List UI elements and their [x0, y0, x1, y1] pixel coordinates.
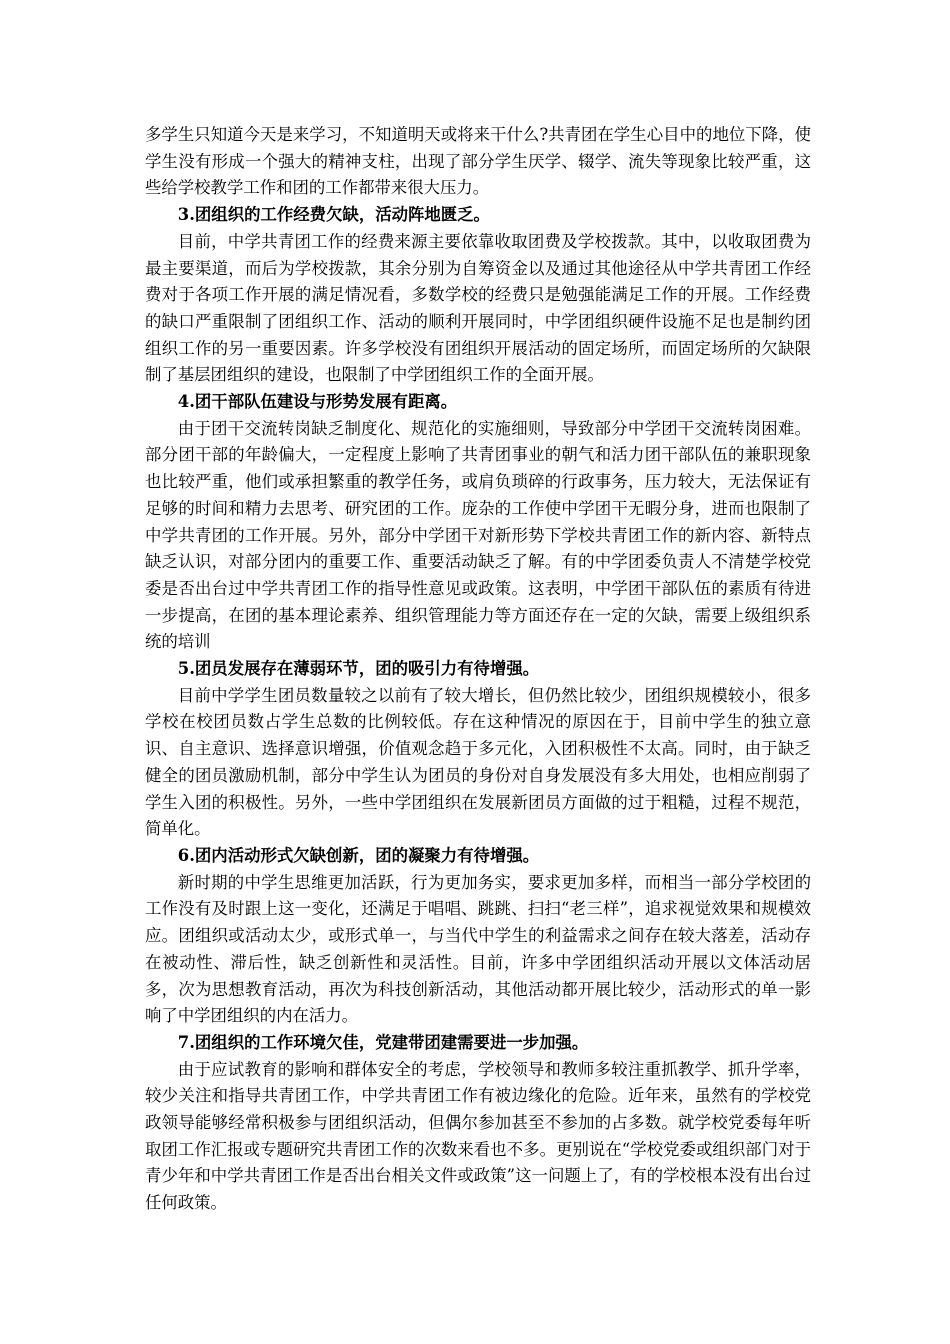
- document-page: [145, 122, 811, 1217]
- paragraph-membership: 目前中学学生团员数量较之以前有了较大增长，但仍然比较少，团组织规模较小，很多学校在校团员数占学生总数的比例较低。存在这种情况的原因在于，目前中学生的独立意识、自主意识、选择意识增强，价值观念趋于多元化，入团积极性不太高。同时，由于缺乏健全的团员激励机制，部分中学生认为团员的身份对自身发展没有多大用处，也相应削弱了学生入团的积极性。另外，一些中学团组织在发展新团员方面做的过于粗糙，过程不规范，简单化。: [145, 685, 811, 839]
- paragraph-cadre: 由于团干交流转岗缺乏制度化、规范化的实施细则，导致部分中学团干交流转岗困难。部分团干部的年龄偏大，一定程度上影响了共青团事业的朝气和活力团干部队伍的兼职现象也比较严重，他们或承担繁重的教学任务，或肩负琐碎的行政事务，压力较大，无法保证有足够的时间和精力去思考、研究团的工作。庞杂的工作使中学团干无暇分身，进而也限制了中学共青团的工作开展。另外，部分中学团干对新形势下学校共青团工作的新内容、新特点缺乏认识，对部分团内的重要工作、重要活动缺乏了解。有的中学团委负责人不清楚学校党委是否出台过中学共青团工作的指导性意见或政策。这表明，中学团干部队伍的素质有待进一步提高，在团的基本理论素养、组织管理能力等方面还存在一定的欠缺，需要上级组织系统的培训: [145, 418, 811, 652]
- paragraph-environment: 由于应试教育的影响和群体安全的考虑，学校领导和教师多较注重抓教学、抓升学率，较少关注和指导共青团工作，中学共青团工作有被边缘化的危险。近年来，虽然有的学校党政领导能够经常积极参与团组织活动，但偶尔参加甚至不参加的占多数。就学校党委每年听取团工作汇报或专题研究共青团工作的次数来看也不多。更别说在“学校党委或组织部门对于青少年和中学共青团工作是否出台相关文件或政策”这一问题上了，有的学校根本没有出台过任何政策。: [145, 1059, 811, 1213]
- paragraph-continuation: 多学生只知道今天是来学习，不知道明天或将来干什么?共青团在学生心目中的地位下降，使学生没有形成一个强大的精神支柱，出现了部分学生厌学、辍学、流失等现象比较严重，这些给学校教学工作和团的工作都带来很大压力。: [145, 125, 811, 198]
- section-heading-7: 7.团组织的工作环境欠佳，党建带团建需要进一步加强。: [177, 1032, 589, 1052]
- section-heading-5: 5.团员发展存在薄弱环节，团的吸引力有待增强。: [177, 659, 540, 679]
- section-heading-4: 4.团干部队伍建设与形势发展有距离。: [177, 392, 458, 412]
- section-heading-3: 3.团组织的工作经费欠缺，活动阵地匮乏。: [177, 205, 490, 225]
- paragraph-funding: 目前，中学共青团工作的经费来源主要依靠收取团费及学校拨款。其中，以收取团费为最主要渠道，而后为学校拨款，其余分别为自筹资金以及通过其他途径从中学共青团工作经费对于各项工作开展的满足情况看，多数学校的经费只是勉强能满足工作的开展。工作经费的缺口严重限制了团组织工作、活动的顺利开展同时，中学团组织硬件设施不足也是制约团组织工作的另一重要因素。许多学校没有团组织开展活动的固定场所，而固定场所的欠缺限制了基层团组织的建设，也限制了中学团组织工作的全面开展。: [145, 231, 811, 385]
- section-heading-6: 6.团内活动形式欠缺创新，团的凝聚力有待增强。: [177, 845, 540, 865]
- paragraph-activities: 新时期的中学生思维更加活跃，行为更加务实，要求更加多样，而相当一部分学校团的工作没有及时跟上这一变化，还满足于唱唱、跳跳、扫扫“老三样”，追求视觉效果和规模效应。团组织或活动太少，或形式单一，与当代中学生的利益需求之间存在较大落差，活动存在被动性、滞后性，缺乏创新性和灵活性。目前，许多中学团组织活动开展以文体活动居多，次为思想教育活动，再次为科技创新活动，其他活动都开展比较少，活动形式的单一影响了中学团组织的内在活力。: [145, 872, 811, 1026]
